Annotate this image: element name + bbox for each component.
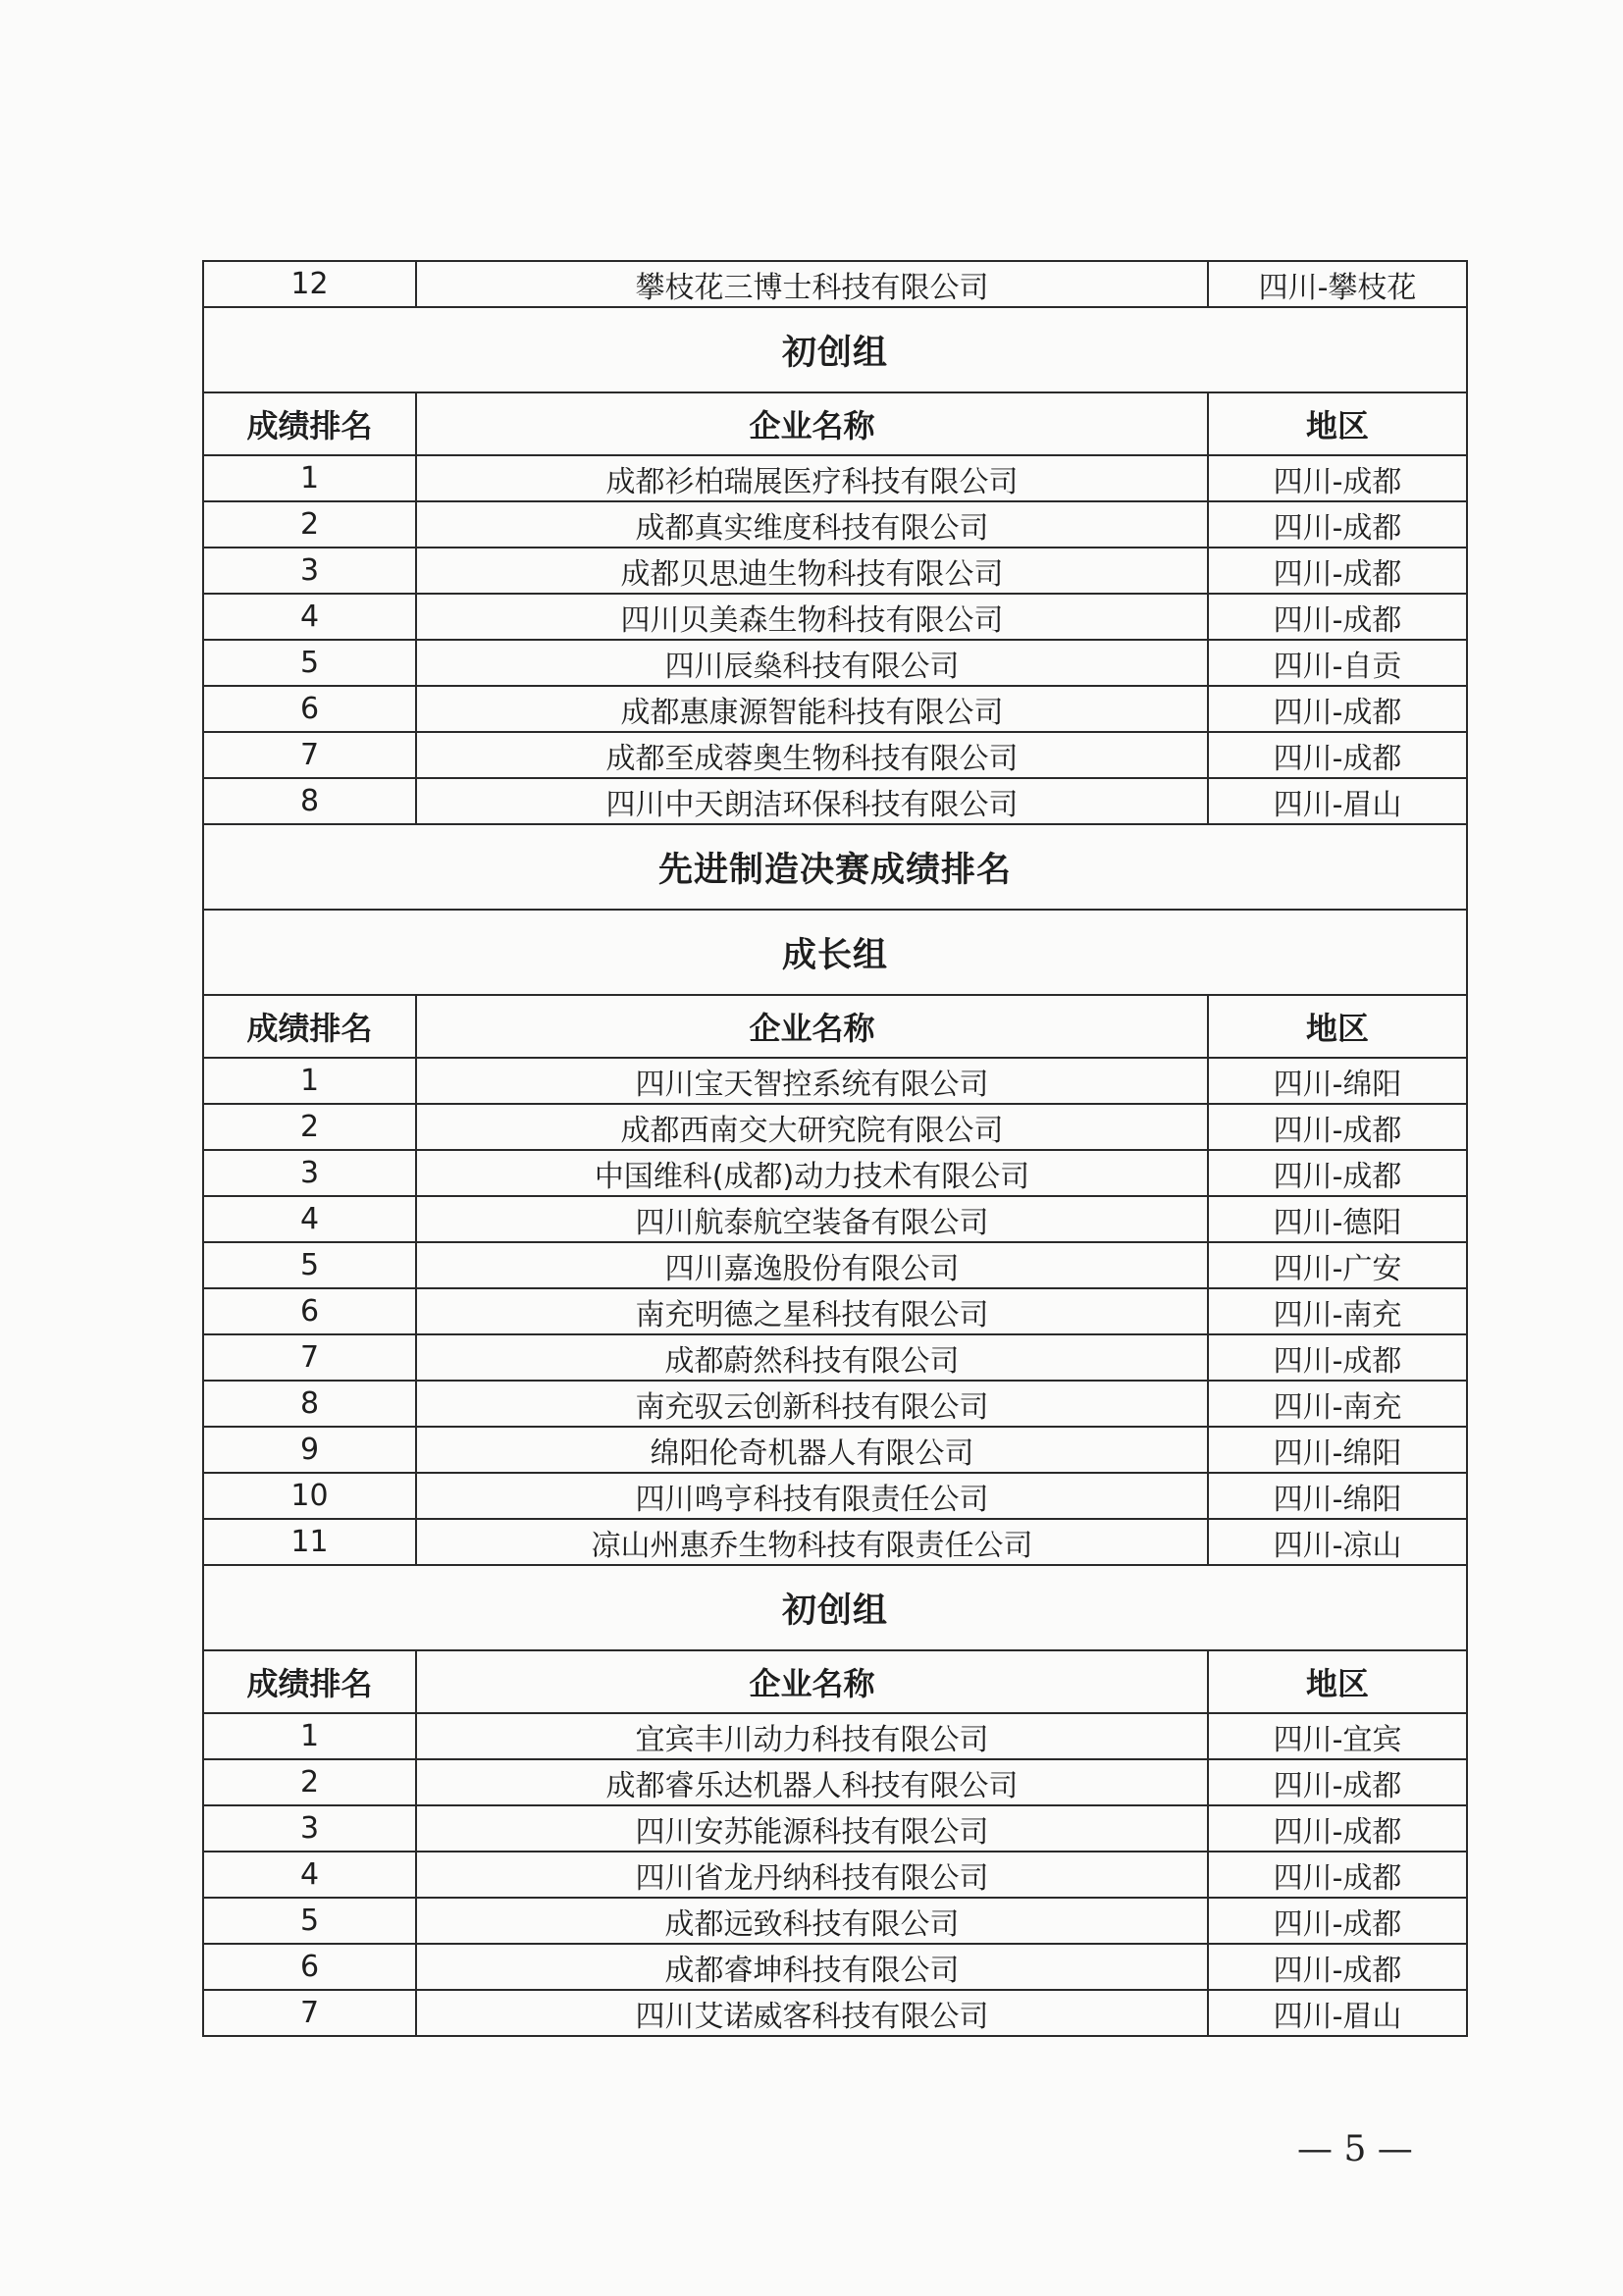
table-row [203, 1058, 1467, 1104]
company-cell: 绵阳伦奇机器人有限公司 [416, 1427, 1208, 1473]
table-row [203, 594, 1467, 640]
company-cell: 攀枝花三博士科技有限公司 [416, 261, 1208, 307]
rank-cell: 2 [203, 1759, 416, 1805]
header-region: 地区 [1208, 1650, 1467, 1713]
table-row [203, 778, 1467, 824]
region-cell: 四川-成都 [1208, 732, 1467, 778]
region-cell: 四川-眉山 [1208, 1990, 1467, 2036]
company-cell: 成都远致科技有限公司 [416, 1898, 1208, 1944]
ranking-table [202, 260, 1468, 2037]
company-cell: 四川辰燊科技有限公司 [416, 640, 1208, 686]
region-cell: 四川-自贡 [1208, 640, 1467, 686]
table-row [203, 501, 1467, 548]
table-row [203, 732, 1467, 778]
header-region: 地区 [1208, 392, 1467, 455]
region-cell: 四川-成都 [1208, 455, 1467, 501]
region-cell: 四川-成都 [1208, 1150, 1467, 1196]
company-cell: 成都睿坤科技有限公司 [416, 1944, 1208, 1990]
ranking-table-body [203, 261, 1467, 2036]
rank-cell: 5 [203, 1242, 416, 1288]
company-cell: 四川安苏能源科技有限公司 [416, 1805, 1208, 1852]
table-row [203, 1898, 1467, 1944]
table-row [203, 455, 1467, 501]
table-row [203, 1519, 1467, 1565]
region-cell: 四川-成都 [1208, 1759, 1467, 1805]
company-cell: 凉山州惠乔生物科技有限责任公司 [416, 1519, 1208, 1565]
rank-cell: 6 [203, 1288, 416, 1334]
rank-cell: 7 [203, 1334, 416, 1381]
rank-cell: 2 [203, 1104, 416, 1150]
region-cell: 四川-绵阳 [1208, 1058, 1467, 1104]
rank-cell: 2 [203, 501, 416, 548]
region-cell: 四川-成都 [1208, 1898, 1467, 1944]
rank-cell: 1 [203, 1713, 416, 1759]
group-title: 成长组 [203, 910, 1467, 995]
table-row [203, 1713, 1467, 1759]
rank-cell: 6 [203, 686, 416, 732]
header-rank: 成绩排名 [203, 995, 416, 1058]
column-header-row [203, 392, 1467, 455]
header-region: 地区 [1208, 995, 1467, 1058]
table-row [203, 686, 1467, 732]
region-cell: 四川-成都 [1208, 686, 1467, 732]
region-cell: 四川-广安 [1208, 1242, 1467, 1288]
header-company: 企业名称 [416, 1650, 1208, 1713]
rank-cell: 8 [203, 778, 416, 824]
table-row [203, 1196, 1467, 1242]
column-header-row [203, 1650, 1467, 1713]
rank-cell: 1 [203, 455, 416, 501]
table-row [203, 1852, 1467, 1898]
table-row [203, 1150, 1467, 1196]
table-row [203, 1334, 1467, 1381]
table-row [203, 1288, 1467, 1334]
rank-cell: 4 [203, 1852, 416, 1898]
region-cell: 四川-成都 [1208, 1852, 1467, 1898]
table-row [203, 1242, 1467, 1288]
company-cell: 四川省龙丹纳科技有限公司 [416, 1852, 1208, 1898]
company-cell: 中国维科(成都)动力技术有限公司 [416, 1150, 1208, 1196]
company-cell: 成都衫柏瑞展医疗科技有限公司 [416, 455, 1208, 501]
table-row [203, 1381, 1467, 1427]
group-title: 初创组 [203, 307, 1467, 392]
company-cell: 成都睿乐达机器人科技有限公司 [416, 1759, 1208, 1805]
table-row [203, 1473, 1467, 1519]
header-company: 企业名称 [416, 995, 1208, 1058]
company-cell: 四川艾诺威客科技有限公司 [416, 1990, 1208, 2036]
header-rank: 成绩排名 [203, 392, 416, 455]
company-cell: 成都西南交大研究院有限公司 [416, 1104, 1208, 1150]
table-row [203, 261, 1467, 307]
company-cell: 南充明德之星科技有限公司 [416, 1288, 1208, 1334]
region-cell: 四川-绵阳 [1208, 1427, 1467, 1473]
region-cell: 四川-成都 [1208, 594, 1467, 640]
company-cell: 四川鸣亨科技有限责任公司 [416, 1473, 1208, 1519]
rank-cell: 12 [203, 261, 416, 307]
region-cell: 四川-南充 [1208, 1288, 1467, 1334]
section-title: 先进制造决赛成绩排名 [203, 824, 1467, 910]
region-cell: 四川-成都 [1208, 1334, 1467, 1381]
company-cell: 四川嘉逸股份有限公司 [416, 1242, 1208, 1288]
table-row [203, 1944, 1467, 1990]
region-cell: 四川-成都 [1208, 501, 1467, 548]
group-title-row [203, 307, 1467, 392]
rank-cell: 7 [203, 1990, 416, 2036]
company-cell: 成都惠康源智能科技有限公司 [416, 686, 1208, 732]
group-title: 初创组 [203, 1565, 1467, 1650]
group-title-row [203, 910, 1467, 995]
rank-cell: 6 [203, 1944, 416, 1990]
table-row [203, 548, 1467, 594]
table-row [203, 1427, 1467, 1473]
section-title-row [203, 824, 1467, 910]
region-cell: 四川-眉山 [1208, 778, 1467, 824]
rank-cell: 4 [203, 594, 416, 640]
header-rank: 成绩排名 [203, 1650, 416, 1713]
column-header-row [203, 995, 1467, 1058]
table-row [203, 1805, 1467, 1852]
region-cell: 四川-宜宾 [1208, 1713, 1467, 1759]
table-row [203, 1759, 1467, 1805]
rank-cell: 3 [203, 548, 416, 594]
region-cell: 四川-成都 [1208, 1944, 1467, 1990]
rank-cell: 11 [203, 1519, 416, 1565]
rank-cell: 5 [203, 640, 416, 686]
table-row [203, 1990, 1467, 2036]
rank-cell: 1 [203, 1058, 416, 1104]
rank-cell: 4 [203, 1196, 416, 1242]
region-cell: 四川-成都 [1208, 1104, 1467, 1150]
rank-cell: 7 [203, 732, 416, 778]
region-cell: 四川-攀枝花 [1208, 261, 1467, 307]
company-cell: 宜宾丰川动力科技有限公司 [416, 1713, 1208, 1759]
table-row [203, 640, 1467, 686]
company-cell: 成都真实维度科技有限公司 [416, 501, 1208, 548]
company-cell: 四川宝天智控系统有限公司 [416, 1058, 1208, 1104]
company-cell: 四川航泰航空装备有限公司 [416, 1196, 1208, 1242]
region-cell: 四川-绵阳 [1208, 1473, 1467, 1519]
header-company: 企业名称 [416, 392, 1208, 455]
region-cell: 四川-南充 [1208, 1381, 1467, 1427]
rank-cell: 3 [203, 1150, 416, 1196]
rank-cell: 8 [203, 1381, 416, 1427]
company-cell: 南充驭云创新科技有限公司 [416, 1381, 1208, 1427]
region-cell: 四川-凉山 [1208, 1519, 1467, 1565]
group-title-row [203, 1565, 1467, 1650]
page-number: — 5 — [1297, 2129, 1413, 2169]
region-cell: 四川-成都 [1208, 548, 1467, 594]
company-cell: 四川贝美森生物科技有限公司 [416, 594, 1208, 640]
rank-cell: 9 [203, 1427, 416, 1473]
region-cell: 四川-德阳 [1208, 1196, 1467, 1242]
rank-cell: 3 [203, 1805, 416, 1852]
company-cell: 成都蔚然科技有限公司 [416, 1334, 1208, 1381]
rank-cell: 5 [203, 1898, 416, 1944]
table-row [203, 1104, 1467, 1150]
company-cell: 成都至成蓉奥生物科技有限公司 [416, 732, 1208, 778]
rank-cell: 10 [203, 1473, 416, 1519]
region-cell: 四川-成都 [1208, 1805, 1467, 1852]
company-cell: 四川中天朗洁环保科技有限公司 [416, 778, 1208, 824]
company-cell: 成都贝思迪生物科技有限公司 [416, 548, 1208, 594]
